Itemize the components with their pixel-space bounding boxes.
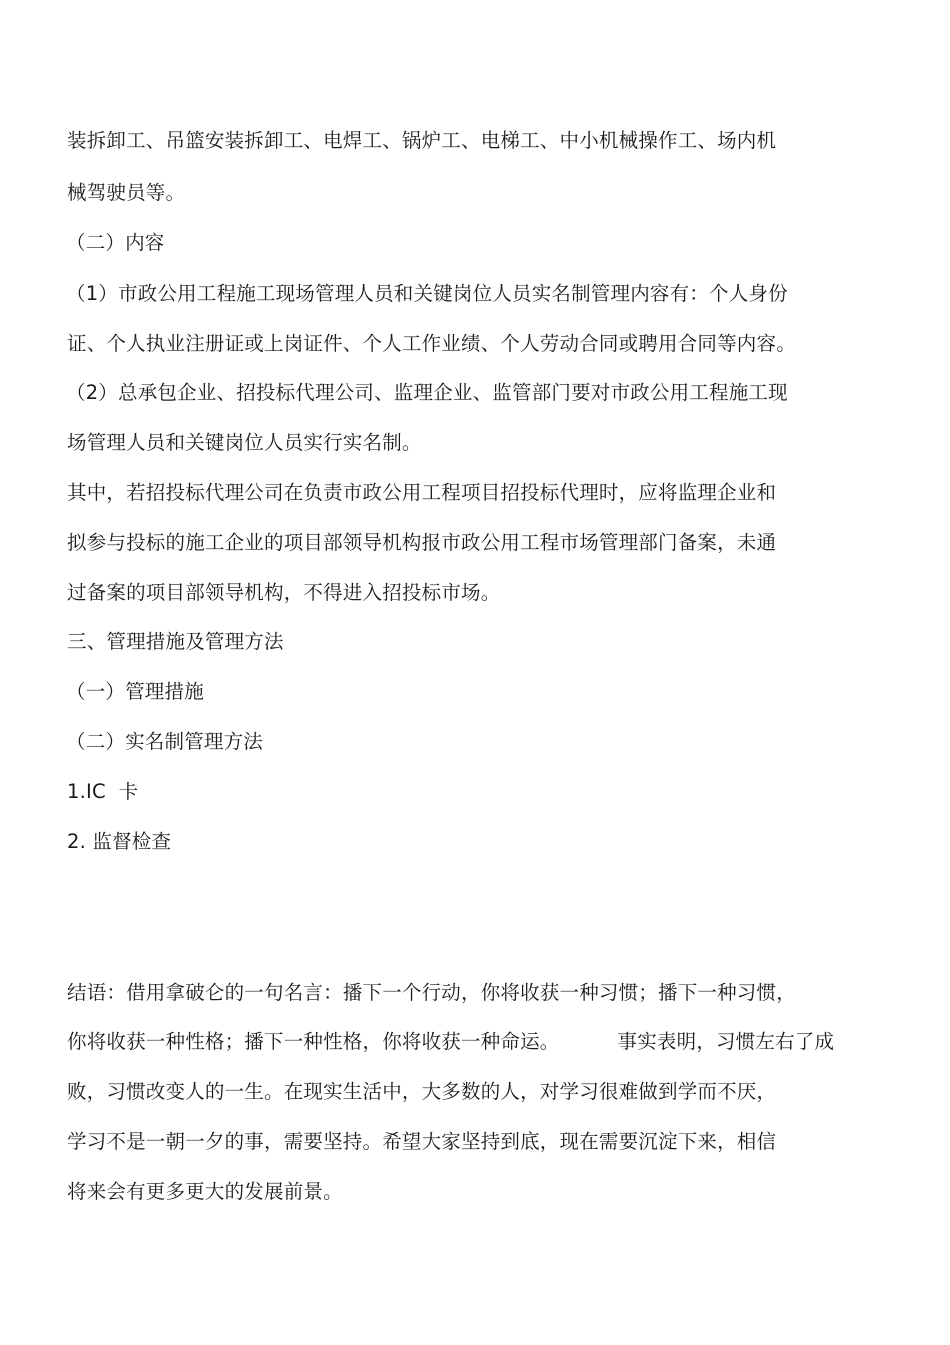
subsection-heading: （一）管理措施 [66,680,204,703]
text-line: 装拆卸工、吊篮安装拆卸工、电焊工、锅炉工、电梯工、中小机械操作工、场内机 [67,129,777,152]
text-line: 过备案的项目部领导机构，不得进入招投标市场。 [67,581,501,604]
section-heading: （二）内容 [66,231,165,254]
text-line: 场管理人员和关键岗位人员实行实名制。 [67,431,422,454]
list-item: 1.IC 卡 [67,780,139,803]
conclusion-line: 败，习惯改变人的一生。在现实生活中，大多数的人，对学习很难做到学而不厌， [67,1080,777,1103]
text-line: 械驾驶员等。 [67,181,186,204]
subsection-heading: （二）实名制管理方法 [66,730,264,753]
conclusion-line: 结语：借用拿破仑的一句名言：播下一个行动，你将收获一种习惯；播下一种习惯， [67,981,796,1004]
conclusion-line: 学习不是一朝一夕的事，需要坚持。希望大家坚持到底，现在需要沉淀下来，相信 [67,1130,777,1153]
conclusion-line [67,1029,834,1055]
list-item: 2. 监督检查 [67,830,172,853]
conclusion-line: 将来会有更多更大的发展前景。 [67,1180,343,1203]
text-line: 拟参与投标的施工企业的项目部领导机构报市政公用工程市场管理部门备案，未通 [67,531,777,554]
text-line: （1）市政公用工程施工现场管理人员和关键岗位人员实名制管理内容有：个人身份 [66,282,788,305]
conclusion-text: 你将收获一种性格；播下一种性格，你将收获一种命运。 [67,1030,560,1053]
text-line: 其中，若招投标代理公司在负责市政公用工程项目招投标代理时，应将监理企业和 [67,481,777,504]
text-line: 证、个人执业注册证或上岗证件、个人工作业绩、个人劳动合同或聘用合同等内容。 [67,332,796,355]
conclusion-text: 事实表明，习惯左右了成 [617,1030,835,1053]
text-line: （2）总承包企业、招投标代理公司、监理企业、监管部门要对市政公用工程施工现 [66,381,788,404]
section-heading: 三、管理措施及管理方法 [67,630,284,653]
